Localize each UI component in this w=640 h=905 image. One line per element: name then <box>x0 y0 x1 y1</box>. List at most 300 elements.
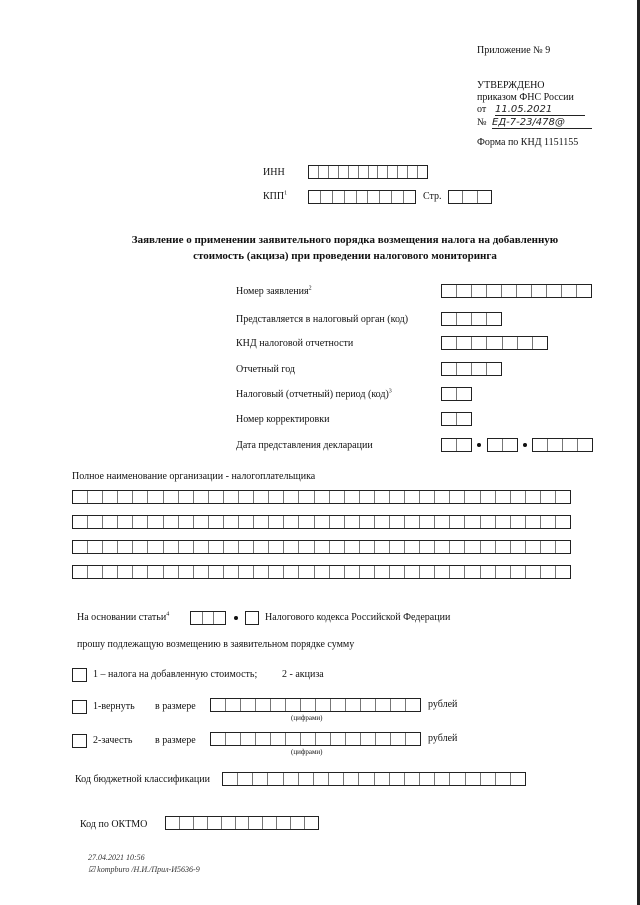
input-cell <box>578 439 592 451</box>
input-cell <box>224 491 239 503</box>
input-cell <box>330 541 345 553</box>
input-cell <box>541 516 556 528</box>
input-cell <box>148 541 163 553</box>
input-cell <box>511 773 525 785</box>
input-cell <box>321 191 333 203</box>
field-label <box>236 286 312 298</box>
input-cell <box>360 541 375 553</box>
input-cell <box>345 491 360 503</box>
input-cell <box>316 733 331 745</box>
input-cell <box>457 413 471 425</box>
org-name-row-input[interactable] <box>72 565 571 579</box>
input-cell <box>263 817 277 829</box>
input-cell <box>369 166 379 178</box>
input-cell <box>329 166 339 178</box>
field-footnote: 3 <box>388 388 392 395</box>
input-cell <box>376 733 391 745</box>
input-cell <box>88 491 103 503</box>
input-cell <box>271 733 286 745</box>
field-input[interactable] <box>441 387 472 401</box>
input-cell <box>315 566 330 578</box>
offset-checkbox[interactable] <box>72 734 87 748</box>
input-cell <box>211 699 226 711</box>
kpp-label <box>263 191 287 203</box>
input-cell <box>463 191 477 203</box>
input-cell <box>315 541 330 553</box>
field-label <box>236 414 329 426</box>
input-cell <box>254 516 269 528</box>
input-cell <box>556 491 570 503</box>
input-cell <box>269 516 284 528</box>
org-name-row-input[interactable] <box>72 540 571 554</box>
field-input[interactable] <box>441 362 502 376</box>
input-cell <box>496 516 511 528</box>
tax-type-option2: 2 - акциза <box>282 669 324 680</box>
number-label: № <box>477 117 487 128</box>
input-cell <box>405 541 420 553</box>
input-cell <box>309 191 321 203</box>
input-cell <box>194 516 209 528</box>
field-input[interactable] <box>441 312 502 326</box>
input-cell <box>472 337 487 349</box>
input-cell <box>481 491 496 503</box>
input-cell <box>88 566 103 578</box>
input-cell <box>194 491 209 503</box>
input-cell <box>465 566 480 578</box>
kpp-input[interactable] <box>308 190 416 204</box>
input-cell <box>375 541 390 553</box>
input-cell <box>148 566 163 578</box>
input-cell <box>378 166 388 178</box>
input-cell <box>246 612 258 624</box>
input-cell <box>346 699 361 711</box>
input-cell <box>457 439 471 451</box>
input-cell <box>291 817 305 829</box>
input-cell <box>388 166 398 178</box>
input-cell <box>224 541 239 553</box>
input-cell <box>241 699 256 711</box>
input-cell <box>442 388 457 400</box>
input-cell <box>118 491 133 503</box>
input-cell <box>518 337 533 349</box>
refund-size-label: в размере <box>155 701 196 712</box>
input-cell <box>577 285 591 297</box>
input-cell <box>487 313 501 325</box>
input-cell <box>375 566 390 578</box>
input-cell <box>349 166 359 178</box>
field-input[interactable] <box>441 336 548 350</box>
input-cell <box>249 817 263 829</box>
org-name-row-input[interactable] <box>72 490 571 504</box>
input-cell <box>345 191 357 203</box>
input-cell <box>253 773 268 785</box>
input-cell <box>209 491 224 503</box>
input-cell <box>284 541 299 553</box>
input-cell <box>133 566 148 578</box>
input-cell <box>118 541 133 553</box>
input-cell <box>164 566 179 578</box>
input-cell <box>450 541 465 553</box>
input-cell <box>442 363 457 375</box>
field-label-text: Номер корректировки <box>236 414 330 425</box>
input-cell <box>329 773 344 785</box>
input-cell <box>254 541 269 553</box>
input-cell <box>254 491 269 503</box>
input-cell <box>472 313 487 325</box>
input-cell <box>481 541 496 553</box>
order-date-handwritten: 11.05.2021 <box>495 104 585 116</box>
input-cell <box>73 541 88 553</box>
input-cell <box>361 733 376 745</box>
input-cell <box>391 733 406 745</box>
field-label <box>236 440 373 452</box>
input-cell <box>376 699 391 711</box>
kbk-input[interactable] <box>222 772 526 786</box>
input-cell <box>194 566 209 578</box>
input-cell <box>330 516 345 528</box>
input-cell <box>133 516 148 528</box>
input-cell <box>179 541 194 553</box>
field-label-text: Дата представления декларации <box>236 440 373 451</box>
input-cell <box>222 817 236 829</box>
input-cell <box>179 491 194 503</box>
page-input[interactable] <box>448 190 492 204</box>
input-cell <box>88 516 103 528</box>
input-cell <box>465 541 480 553</box>
org-name-row-input[interactable] <box>72 515 571 529</box>
tax-code-text: Налогового кодекса Российской Федерации <box>265 612 451 623</box>
input-cell <box>435 541 450 553</box>
input-cell <box>239 566 254 578</box>
input-cell <box>533 337 547 349</box>
input-cell <box>299 541 314 553</box>
input-cell <box>133 541 148 553</box>
input-cell <box>465 516 480 528</box>
input-cell <box>533 439 548 451</box>
from-label: от <box>477 104 487 115</box>
input-cell <box>203 612 215 624</box>
input-cell <box>223 773 238 785</box>
date-day-input[interactable] <box>441 438 472 452</box>
input-cell <box>398 166 408 178</box>
input-cell <box>511 516 526 528</box>
input-cell <box>214 612 225 624</box>
input-cell <box>420 516 435 528</box>
input-cell <box>284 516 299 528</box>
input-cell <box>404 191 415 203</box>
separator-dot <box>523 443 527 447</box>
input-cell <box>179 516 194 528</box>
input-cell <box>517 285 532 297</box>
input-cell <box>487 285 502 297</box>
input-cell <box>449 191 463 203</box>
tax-type-checkbox[interactable] <box>72 668 87 682</box>
field-label <box>236 338 353 350</box>
input-cell <box>541 566 556 578</box>
inn-label: ИНН <box>263 167 285 178</box>
input-cell <box>541 541 556 553</box>
input-cell <box>286 733 301 745</box>
input-cell <box>305 817 318 829</box>
input-cell <box>548 439 563 451</box>
input-cell <box>450 566 465 578</box>
input-cell <box>405 773 420 785</box>
separator-dot <box>477 443 481 447</box>
input-cell <box>315 516 330 528</box>
date-month-input[interactable] <box>487 438 518 452</box>
input-cell <box>339 166 349 178</box>
input-cell <box>450 516 465 528</box>
request-text: прошу подлежащую возмещению в заявительном порядке сумму <box>77 639 355 650</box>
input-cell <box>226 733 241 745</box>
refund-amount-input[interactable] <box>210 698 421 712</box>
form-title-line2: стоимость (акциза) при проведении налогового мониторинга <box>193 250 497 262</box>
field-footnote: 2 <box>308 285 312 292</box>
refund-label: 1-вернуть <box>93 701 135 712</box>
input-cell <box>541 491 556 503</box>
input-cell <box>406 699 420 711</box>
input-cell <box>457 388 471 400</box>
input-cell <box>359 773 374 785</box>
input-cell <box>390 491 405 503</box>
input-cell <box>496 566 511 578</box>
input-cell <box>224 566 239 578</box>
input-cell <box>148 516 163 528</box>
input-cell <box>496 773 511 785</box>
input-cell <box>344 773 359 785</box>
input-cell <box>511 491 526 503</box>
kpp-footnote: 1 <box>284 190 288 197</box>
input-cell <box>418 166 427 178</box>
input-cell <box>466 773 481 785</box>
input-cell <box>239 491 254 503</box>
input-cell <box>360 516 375 528</box>
input-cell <box>269 491 284 503</box>
input-cell <box>380 191 392 203</box>
input-cell <box>277 817 291 829</box>
input-cell <box>208 817 222 829</box>
input-cell <box>360 566 375 578</box>
footer-timestamp: 27.04.2021 10:56 <box>88 853 145 862</box>
input-cell <box>286 699 301 711</box>
input-cell <box>375 773 390 785</box>
input-cell <box>359 166 369 178</box>
input-cell <box>457 313 472 325</box>
input-cell <box>487 363 501 375</box>
input-cell <box>442 413 457 425</box>
input-cell <box>194 541 209 553</box>
input-cell <box>103 516 118 528</box>
input-cell <box>526 516 541 528</box>
input-cell <box>488 439 503 451</box>
input-cell <box>420 566 435 578</box>
input-cell <box>238 773 253 785</box>
input-cell <box>357 191 369 203</box>
kpp-label-text: КПП <box>263 191 285 202</box>
form-knd-label: Форма по КНД 1151155 <box>477 137 579 148</box>
article-input[interactable] <box>190 611 226 625</box>
input-cell <box>481 773 496 785</box>
input-cell <box>346 733 361 745</box>
inn-input[interactable] <box>308 165 428 179</box>
offset-amount-input[interactable] <box>210 732 421 746</box>
input-cell <box>330 566 345 578</box>
refund-checkbox[interactable] <box>72 700 87 714</box>
input-cell <box>360 491 375 503</box>
basis-label <box>77 612 169 624</box>
input-cell <box>269 541 284 553</box>
input-cell <box>390 773 405 785</box>
input-cell <box>316 699 331 711</box>
input-cell <box>435 491 450 503</box>
input-cell <box>547 285 562 297</box>
input-cell <box>164 491 179 503</box>
input-cell <box>299 773 314 785</box>
input-cell <box>191 612 203 624</box>
offset-size-label: в размере <box>155 735 196 746</box>
input-cell <box>405 491 420 503</box>
offset-unit: рублей <box>428 733 458 744</box>
input-cell <box>254 566 269 578</box>
input-cell <box>405 566 420 578</box>
field-input[interactable] <box>441 284 592 298</box>
input-cell <box>532 285 547 297</box>
input-cell <box>496 541 511 553</box>
basis-footnote: 4 <box>166 611 170 618</box>
field-input[interactable] <box>441 412 472 426</box>
appendix-label: Приложение № 9 <box>477 45 551 56</box>
input-cell <box>284 491 299 503</box>
input-cell <box>331 699 346 711</box>
input-cell <box>450 491 465 503</box>
input-cell <box>457 337 472 349</box>
input-cell <box>271 699 286 711</box>
input-cell <box>502 285 517 297</box>
input-cell <box>496 491 511 503</box>
input-cell <box>118 516 133 528</box>
input-cell <box>450 773 465 785</box>
input-cell <box>481 516 496 528</box>
input-cell <box>299 491 314 503</box>
input-cell <box>563 439 578 451</box>
input-cell <box>319 166 329 178</box>
input-cell <box>88 541 103 553</box>
field-label-text: Представляется в налоговый орган (код) <box>236 314 409 325</box>
input-cell <box>442 337 457 349</box>
input-cell <box>465 491 480 503</box>
input-cell <box>133 491 148 503</box>
input-cell <box>556 566 570 578</box>
input-cell <box>314 773 329 785</box>
input-cell <box>179 566 194 578</box>
input-cell <box>361 699 376 711</box>
input-cell <box>331 733 346 745</box>
input-cell <box>435 566 450 578</box>
oktmo-input[interactable] <box>165 816 319 830</box>
field-label <box>236 314 408 326</box>
input-cell <box>503 337 518 349</box>
approved-label: УТВЕРЖДЕНО <box>477 80 545 91</box>
input-cell <box>333 191 345 203</box>
input-cell <box>164 516 179 528</box>
kbk-label: Код бюджетной классификации <box>75 774 210 785</box>
input-cell <box>309 166 319 178</box>
input-cell <box>301 733 316 745</box>
input-cell <box>209 516 224 528</box>
input-cell <box>299 516 314 528</box>
input-cell <box>118 566 133 578</box>
input-cell <box>209 541 224 553</box>
input-cell <box>368 191 380 203</box>
input-cell <box>442 439 457 451</box>
input-cell <box>390 516 405 528</box>
input-cell <box>526 541 541 553</box>
field-label-text: Отчетный год <box>236 364 296 375</box>
input-cell <box>239 541 254 553</box>
input-cell <box>375 491 390 503</box>
input-cell <box>211 733 226 745</box>
input-cell <box>73 491 88 503</box>
input-cell <box>209 566 224 578</box>
input-cell <box>256 733 271 745</box>
field-label-text: Налоговый (отчетный) период (код) <box>236 389 389 400</box>
input-cell <box>405 516 420 528</box>
input-cell <box>503 439 517 451</box>
input-cell <box>236 817 250 829</box>
input-cell <box>239 516 254 528</box>
input-cell <box>345 566 360 578</box>
page-label: Стр. <box>423 191 442 202</box>
input-cell <box>284 773 299 785</box>
field-label-text: Номер заявления <box>236 286 309 297</box>
input-cell <box>345 516 360 528</box>
input-cell <box>226 699 241 711</box>
input-cell <box>472 363 487 375</box>
input-cell <box>391 699 406 711</box>
input-cell <box>284 566 299 578</box>
input-cell <box>442 313 457 325</box>
input-cell <box>457 285 472 297</box>
field-label-text: КНД налоговой отчетности <box>236 338 354 349</box>
oktmo-label: Код по ОКТМО <box>80 819 148 830</box>
input-cell <box>269 566 284 578</box>
input-cell <box>481 566 496 578</box>
input-cell <box>166 817 180 829</box>
input-cell <box>435 773 450 785</box>
input-cell <box>241 733 256 745</box>
footer-source: ☑ kompburo /Н.И./Прил-И5636-9 <box>88 865 200 874</box>
input-cell <box>511 541 526 553</box>
input-cell <box>420 773 435 785</box>
input-cell <box>375 516 390 528</box>
input-cell <box>390 566 405 578</box>
tax-type-option1: 1 – налога на добавленную стоимость; <box>93 669 258 680</box>
input-cell <box>478 191 491 203</box>
date-year-input[interactable] <box>532 438 593 452</box>
input-cell <box>562 285 577 297</box>
form-title-line1: Заявление о применении заявительного порядка возмещения налога на добавленную <box>131 234 559 246</box>
offset-hint: (цифрами) <box>291 748 323 756</box>
input-cell <box>330 491 345 503</box>
input-cell <box>442 285 457 297</box>
input-cell <box>556 516 570 528</box>
input-cell <box>526 566 541 578</box>
input-cell <box>148 491 163 503</box>
article-point-input[interactable] <box>245 611 259 625</box>
input-cell <box>315 491 330 503</box>
input-cell <box>299 566 314 578</box>
offset-label: 2-зачесть <box>93 735 133 746</box>
